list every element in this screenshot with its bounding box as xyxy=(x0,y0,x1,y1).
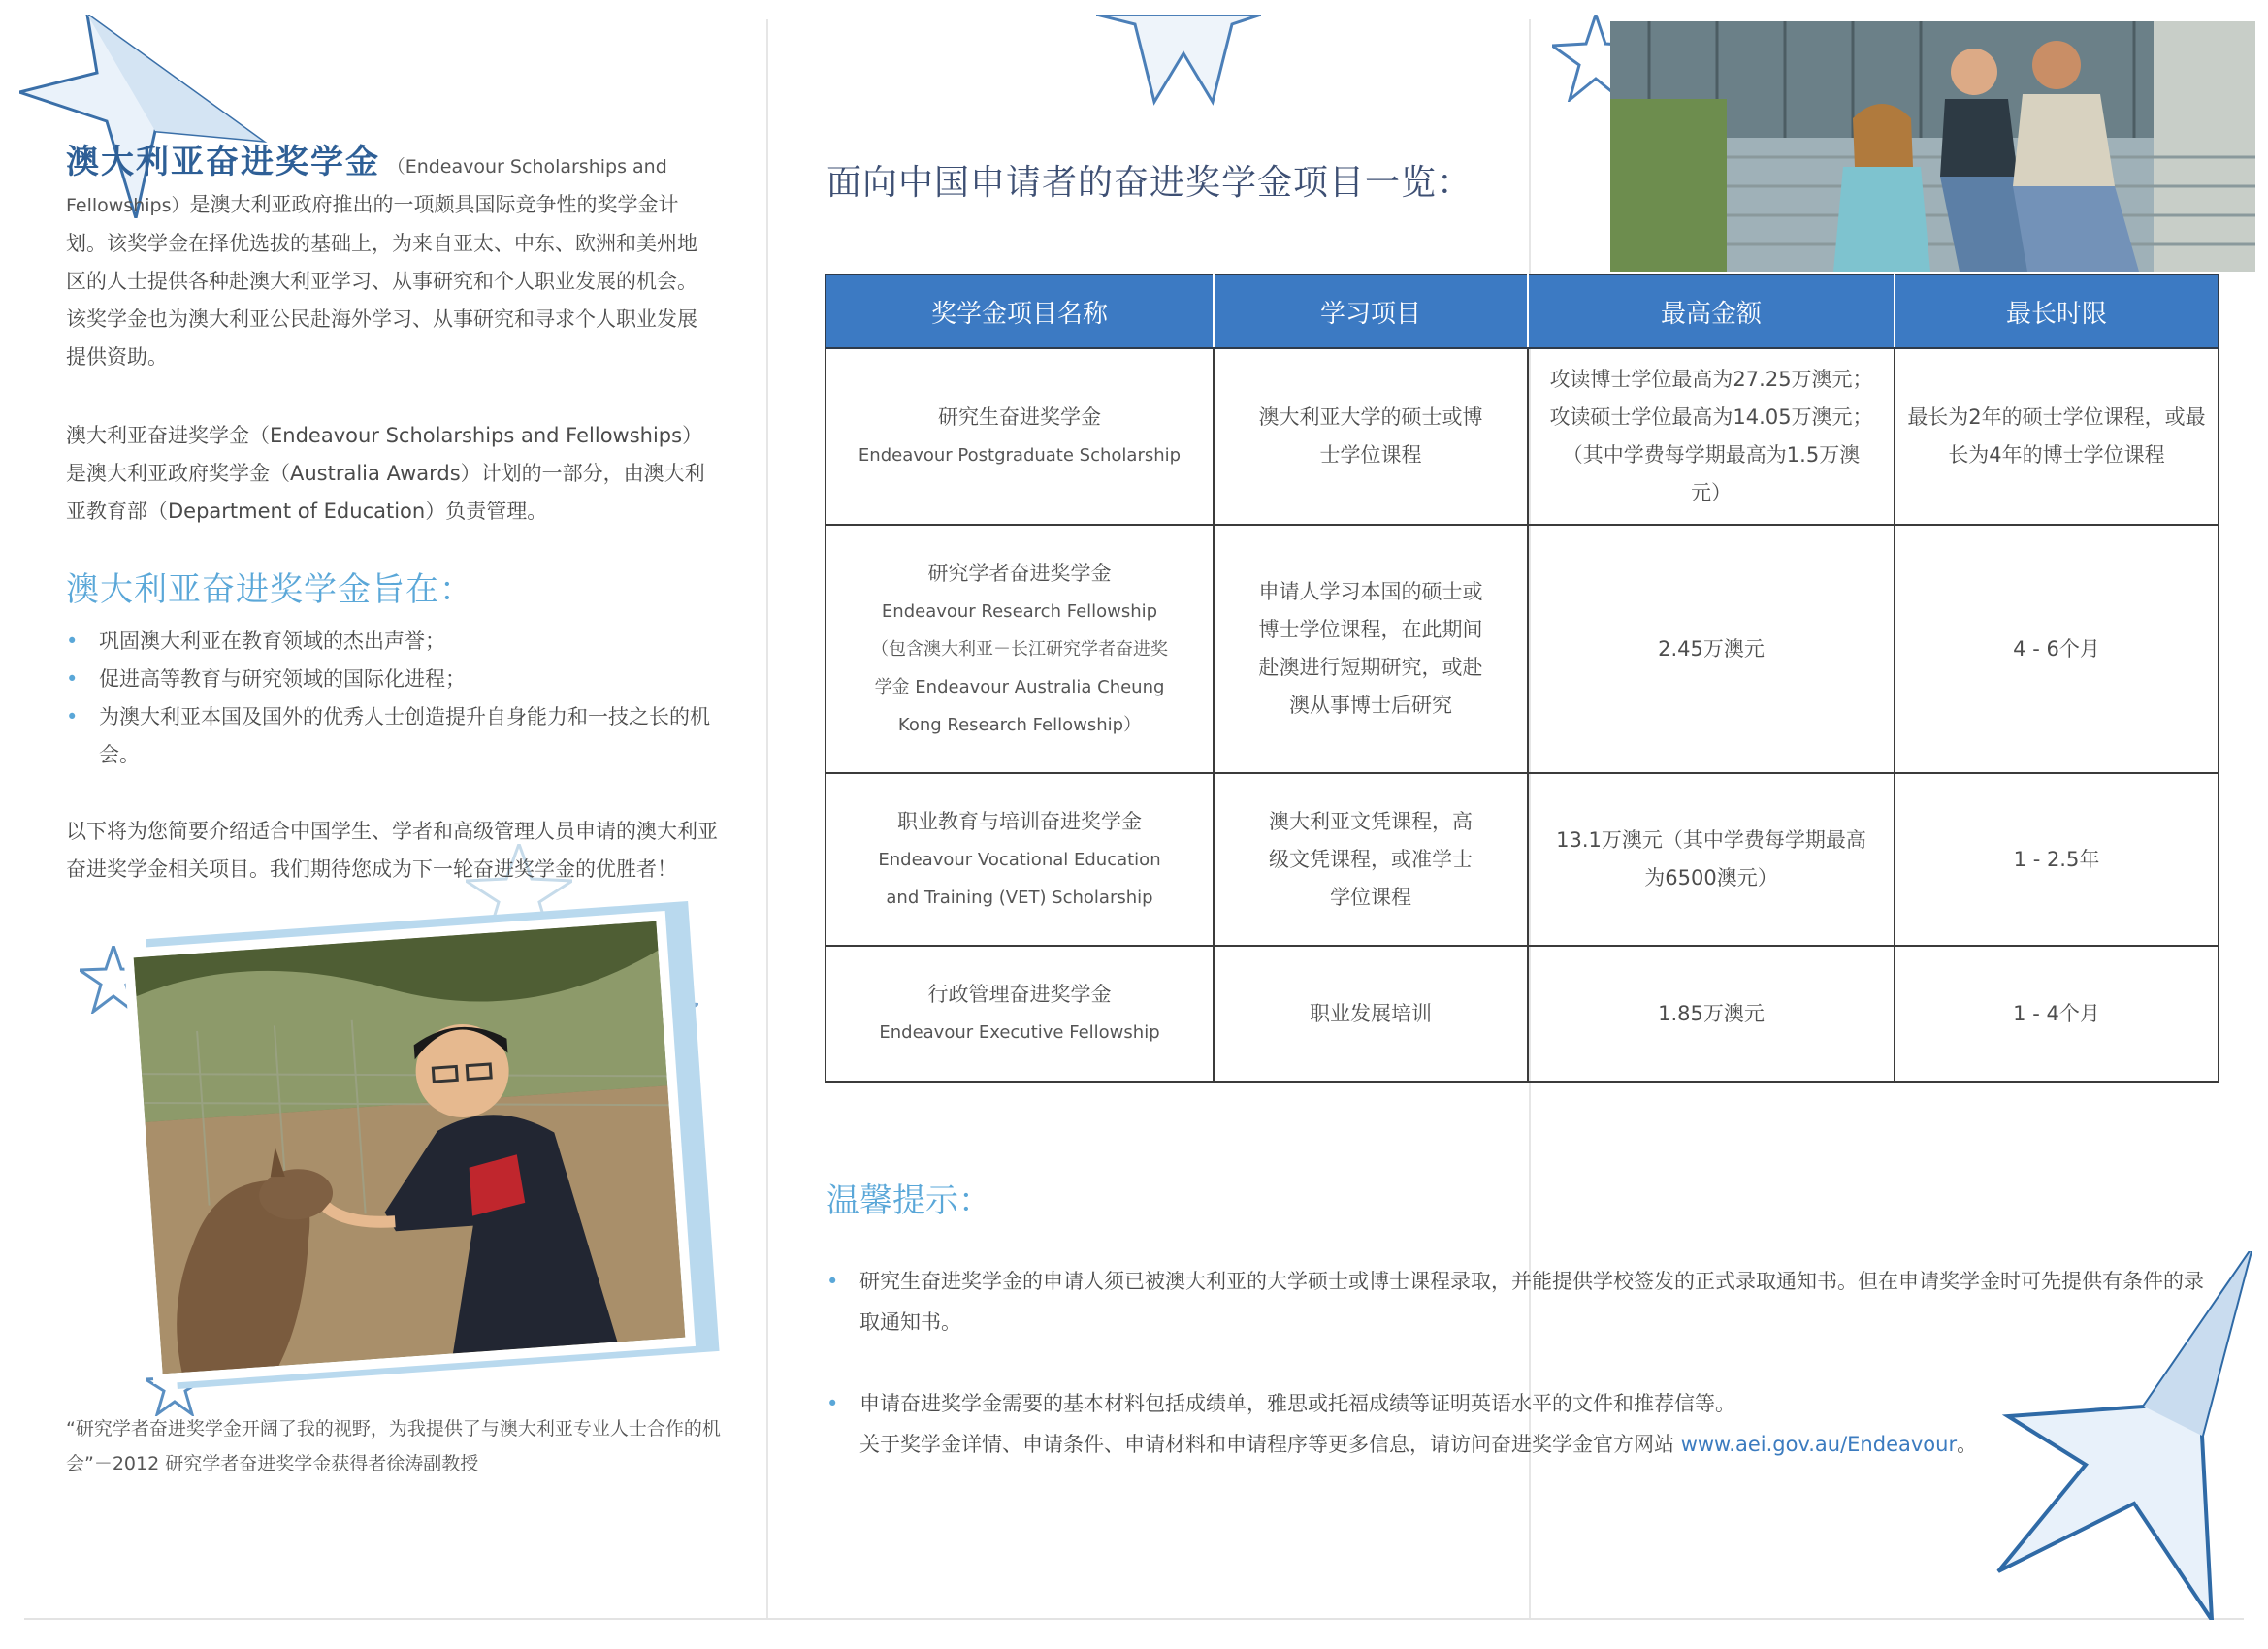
scholarship-name-en: Endeavour Vocational Education and Training (VET) Scholarship xyxy=(878,849,1161,908)
scholarship-name-cell xyxy=(826,525,1214,773)
top-star-icon xyxy=(1096,15,1261,112)
column-header: 学习项目 xyxy=(1214,275,1528,348)
column-header: 奖学金项目名称 xyxy=(826,275,1214,348)
more-info-text: 关于奖学金详情、申请条件、申请材料和申请程序等更多信息，请访问奋进奖学金官方网站 xyxy=(859,1433,1674,1456)
program-cell: 职业发展培训 xyxy=(1214,946,1528,1082)
tip-item: • 研究生奋进奖学金的申请人须已被澳大利亚的大学硕士或博士课程录取，并能提供学校签发的正式录取通知书。但在申请奖学金时可先提供有条件的录取通知书。 xyxy=(826,1261,2214,1342)
scholarship-name-cell xyxy=(826,946,1214,1082)
bullet-icon: • xyxy=(826,1270,839,1293)
duration-cell: 最长为2年的硕士学位课程，或最长为4年的博士学位课程 xyxy=(1895,348,2219,525)
bullet-icon: • xyxy=(66,667,79,691)
tip-item: • 申请奋进奖学金需要的基本材料包括成绩单，雅思或托福成绩等证明英语水平的文件和推荐信等。 关于奖学金详情、申请条件、申请材料和申请程序等更多信息，请访问奋进奖学金官方网站 www.aei.gov.au/Endeavour。 xyxy=(826,1383,2214,1465)
duration-cell: 4 - 6个月 xyxy=(1895,525,2219,773)
scholarship-name-cn: 研究生奋进奖学金 xyxy=(938,405,1101,429)
aims-list xyxy=(66,623,726,774)
aim-item: • 为澳大利亚本国及国外的优秀人士创造提升自身能力和一技之长的机会。 xyxy=(66,698,726,774)
bullet-icon: • xyxy=(826,1392,839,1415)
brand-english-name: （Endeavour Scholarships and Fellowships） xyxy=(66,156,667,216)
amount-cell: 2.45万澳元 xyxy=(1528,525,1895,773)
scholarship-name-cell xyxy=(826,773,1214,946)
bullet-icon: • xyxy=(66,705,79,728)
page-bottom-line xyxy=(24,1618,2244,1620)
scholarship-name-cn: 研究学者奋进奖学金 xyxy=(927,561,1112,585)
table-row xyxy=(826,348,2219,525)
scholarship-name-en: Endeavour Postgraduate Scholarship xyxy=(858,445,1182,466)
intro-paragraph xyxy=(66,144,716,376)
left-fold-line xyxy=(766,19,768,1620)
amount-cell: 1.85万澳元 xyxy=(1528,946,1895,1082)
endeavour-website-link[interactable]: www.aei.gov.au/Endeavour xyxy=(1680,1433,1958,1456)
scholarship-name-en: Endeavour Executive Fellowship xyxy=(879,1022,1160,1043)
program-cell: 澳大利亚大学的硕士或博士学位课程 xyxy=(1214,348,1528,525)
aim-item: • 巩固澳大利亚在教育领域的杰出声誉； xyxy=(66,623,726,661)
table-title: 面向中国申请者的奋进奖学金项目一览： xyxy=(826,163,1474,203)
table-row xyxy=(826,946,2219,1082)
tips-heading: 温馨提示： xyxy=(826,1181,991,1220)
brand-title: 澳大利亚奋进奖学金 xyxy=(66,143,380,181)
scholarship-name-cell xyxy=(826,348,1214,525)
scholarship-name-en: Endeavour Research Fellowship xyxy=(881,600,1158,622)
amount-cell: 13.1万澳元（其中学费每学期最高为6500澳元） xyxy=(1528,773,1895,946)
table-header-row xyxy=(826,275,2219,348)
scholarship-table xyxy=(825,274,2219,1083)
introduction-closing-text: 以下将为您简要介绍适合中国学生、学者和高级管理人员申请的澳大利亚奋进奖学金相关项目。我们期待您成为下一轮奋进奖学金的优胜者！ xyxy=(66,820,718,881)
scholarship-name-cn: 行政管理奋进奖学金 xyxy=(927,983,1112,1006)
aim-item: • 促进高等教育与研究领域的国际化进程； xyxy=(66,661,726,698)
program-cell: 申请人学习本国的硕士或博士学位课程，在此期间赴澳进行短期研究，或赴澳从事博士后研究 xyxy=(1214,525,1528,773)
students-photo xyxy=(1610,21,2255,272)
tips-list xyxy=(826,1261,2214,1505)
table-row xyxy=(826,773,2219,946)
program-cell: 澳大利亚文凭课程，高级文凭课程，或准学士学位课程 xyxy=(1214,773,1528,946)
column-header: 最长时限 xyxy=(1895,275,2219,348)
aims-heading: 澳大利亚奋进奖学金旨在： xyxy=(66,570,473,609)
column-header: 最高金额 xyxy=(1528,275,1895,348)
table-row xyxy=(826,525,2219,773)
kangaroo-photo xyxy=(123,911,696,1384)
program-affiliation-text: 澳大利亚奋进奖学金（Endeavour Scholarships and Fellowships）是澳大利亚政府奖学金（Australia Awards）计划的一部分，由澳大利亚教育部（Department of Education）负责管理。 xyxy=(66,424,705,523)
amount-cell: 攻读博士学位最高为27.25万澳元；攻读硕士学位最高为14.05万澳元；（其中学费每学期最高为1.5万澳元） xyxy=(1528,348,1895,525)
scholarship-name-cn: 职业教育与培训奋进奖学金 xyxy=(897,809,1142,833)
bullet-icon: • xyxy=(66,630,79,653)
photo-caption: “研究学者奋进奖学金开阔了我的视野，为我提供了与澳大利亚专业人士合作的机会”－2012 研究学者奋进奖学金获得者徐涛副教授 xyxy=(66,1418,721,1474)
duration-cell: 1 - 4个月 xyxy=(1895,946,2219,1082)
intro-text: 是澳大利亚政府推出的一项颇具国际竞争性的奖学金计划。该奖学金在择优选拔的基础上，为来自亚太、中东、欧洲和美州地区的人士提供各种赴澳大利亚学习、从事研究和个人职业发展的机会。该奖学金也为澳大利亚公民赴海外学习、从事研究和寻求个人职业发展提供资助。 xyxy=(66,193,697,369)
duration-cell: 1 - 2.5年 xyxy=(1895,773,2219,946)
scholarship-name-extra: （包含澳大利亚－长江研究学者奋进奖学金 Endeavour Australia Cheung Kong Research Fellowship） xyxy=(871,638,1168,735)
